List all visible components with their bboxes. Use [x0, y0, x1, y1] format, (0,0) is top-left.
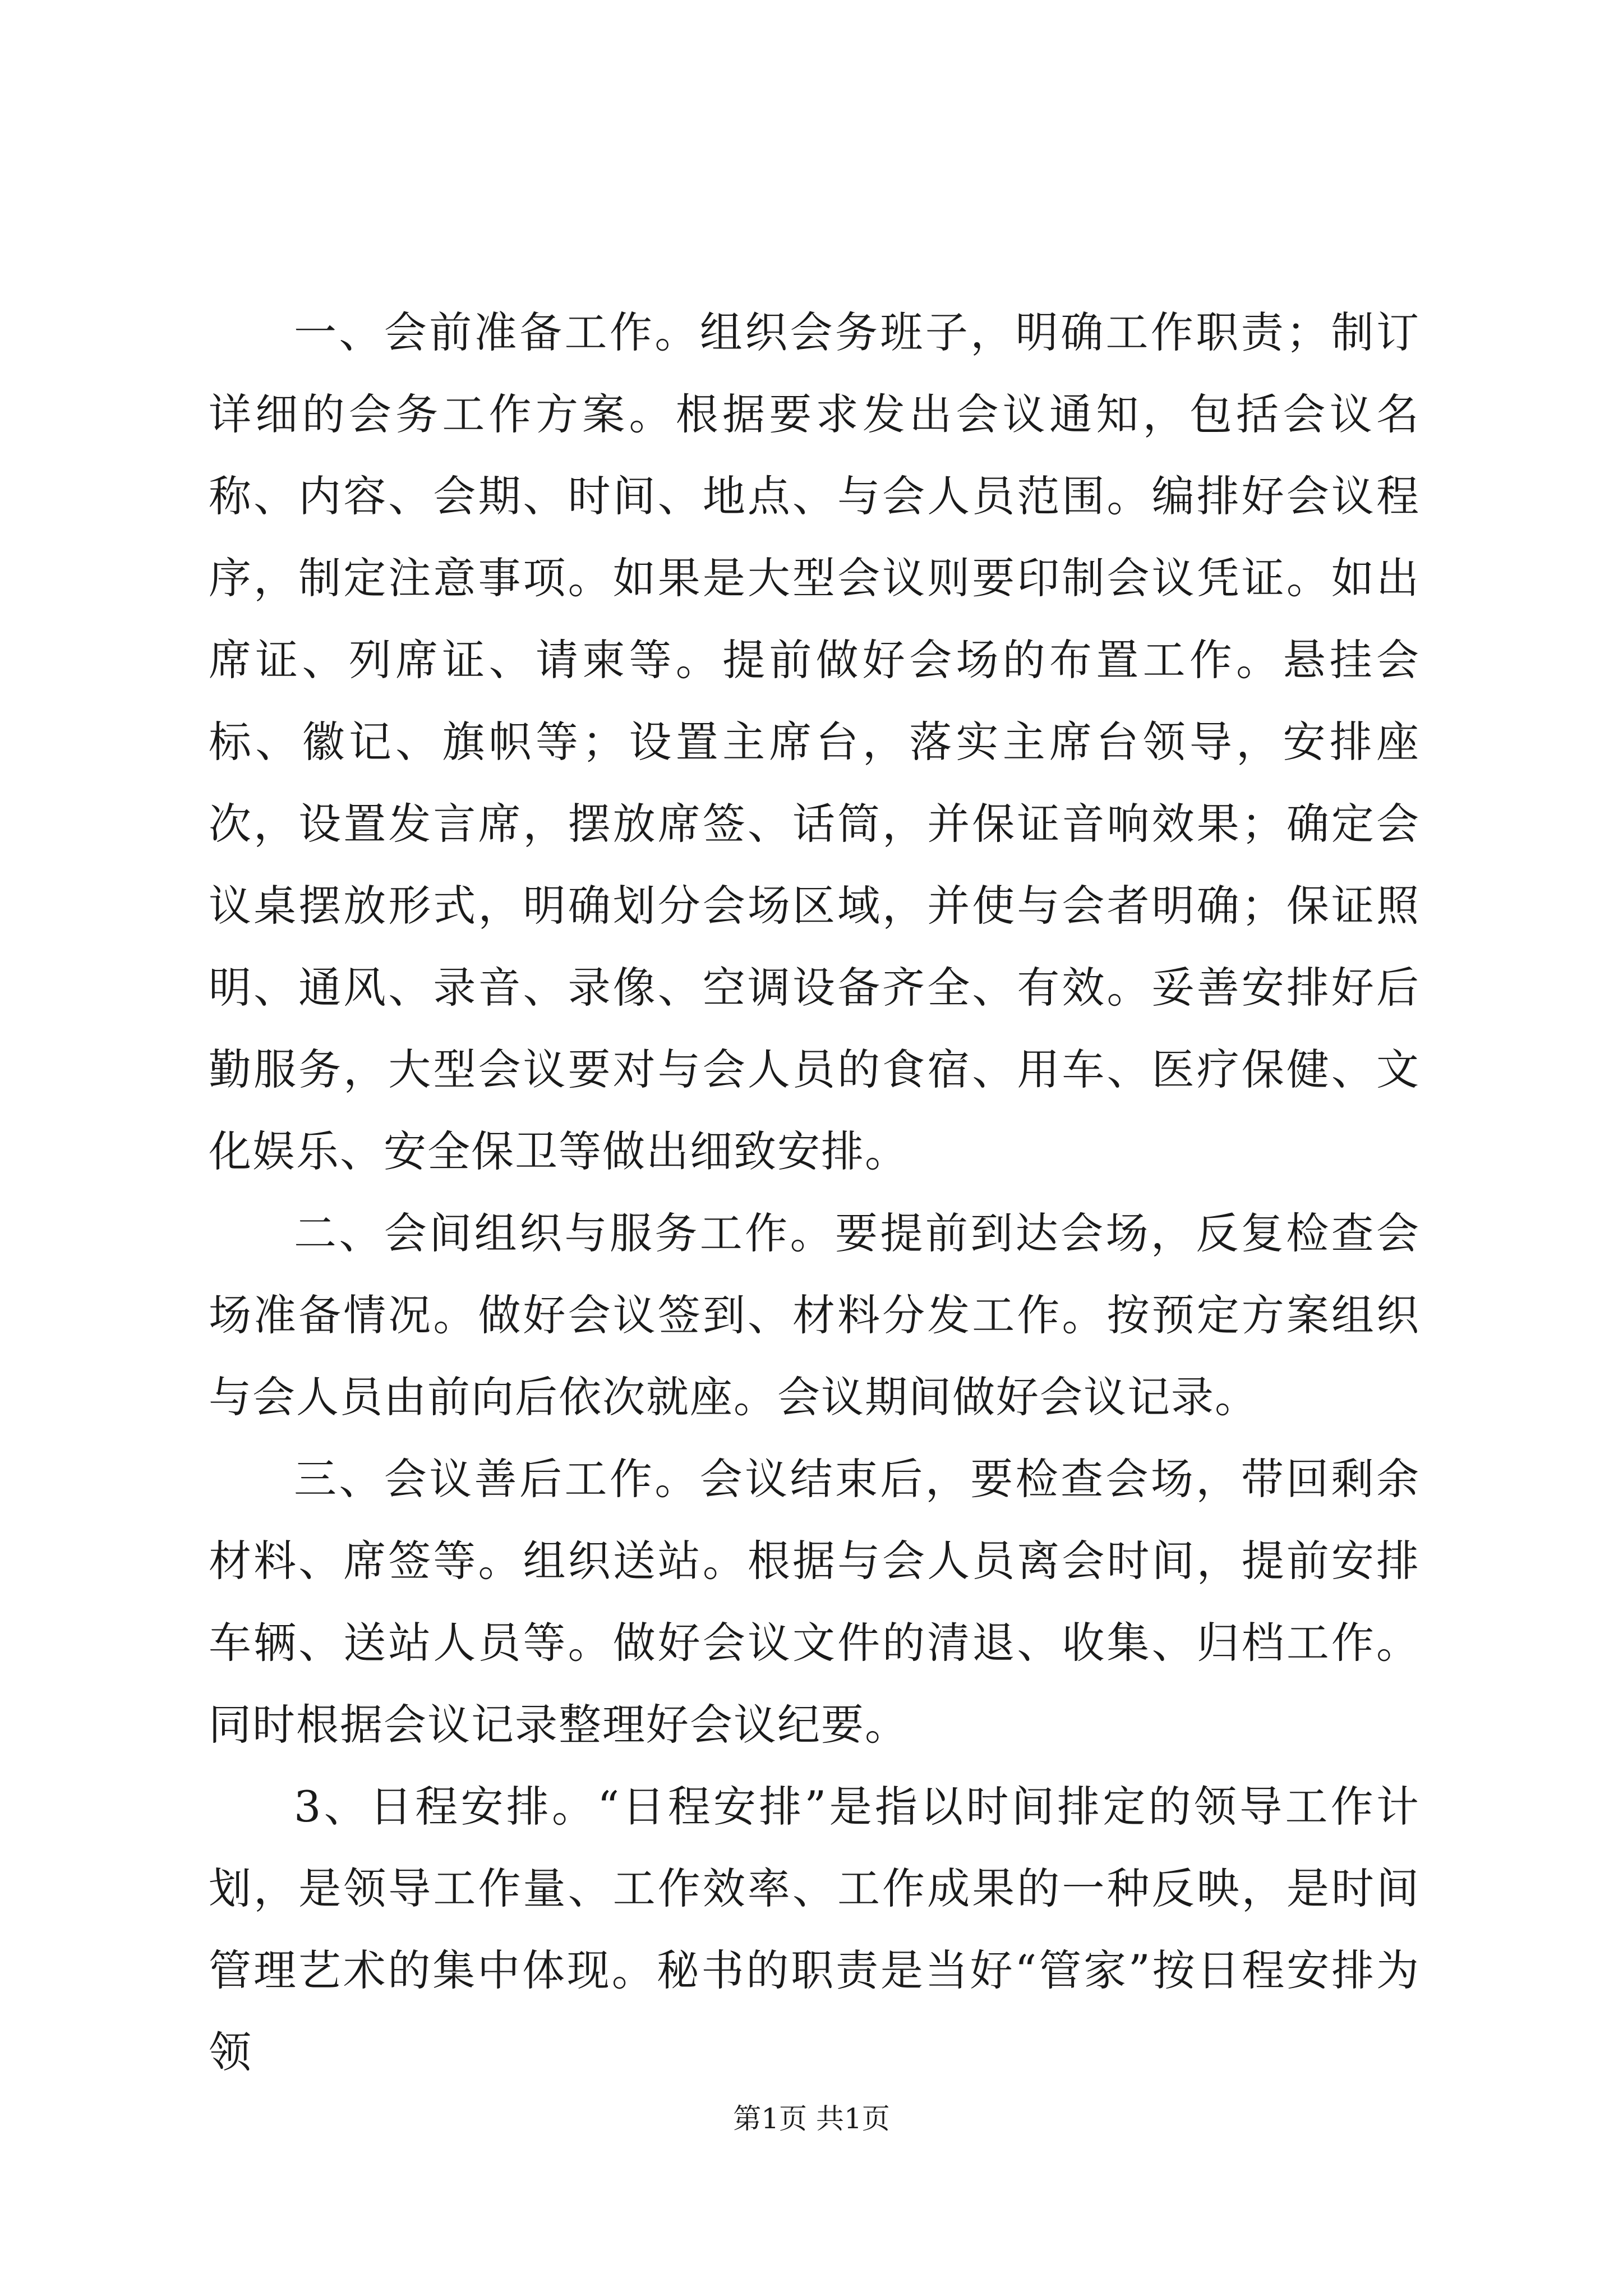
paragraph-pre-meeting: 一、会前准备工作。组织会务班子，明确工作职责；制订详细的会务工作方案。根据要求发出会议通知，包括会议名称、内容、会期、时间、地点、与会人员范围。编排好会议程序，制定注意事项。如果是大型会议则要印制会议凭证。如出席证、列席证、请柬等。提前做好会场的布置工作。悬挂会标、徽记、旗帜等；设置主席台，落实主席台领导，安排座次，设置发言席，摆放席签、话筒，并保证音响效果；确定会议桌摆放形式，明确划分会场区域，并使与会者明确；保证照明、通风、录音、录像、空调设备齐全、有效。妥善安排好后勤服务，大型会议要对与会人员的食宿、用车、医疗保健、文化娱乐、安全保卫等做出细致安排。 — [209, 307, 1420, 1176]
paragraph-schedule: 3、日程安排。“日程安排”是指以时间排定的领导工作计划，是领导工作量、工作效率、工作成果的一种反映，是时间管理艺术的集中体现。秘书的职责是当好“管家”按日程安排为领 — [209, 1782, 1420, 2077]
document-body — [209, 292, 1420, 2093]
paragraph-post-meeting: 三、会议善后工作。会议结束后，要检查会场，带回剩余材料、席签等。组织送站。根据与会人员离会时间，提前安排车辆、送站人员等。做好会议文件的清退、收集、归档工作。同时根据会议记录整理好会议纪要。 — [209, 1454, 1420, 1750]
paragraph-during-meeting: 二、会间组织与服务工作。要提前到达会场，反复检查会场准备情况。做好会议签到、材料分发工作。按预定方案组织与会人员由前向后依次就座。会议期间做好会议记录。 — [209, 1208, 1420, 1422]
page-footer: 第1页 共1页 — [733, 2102, 890, 2135]
